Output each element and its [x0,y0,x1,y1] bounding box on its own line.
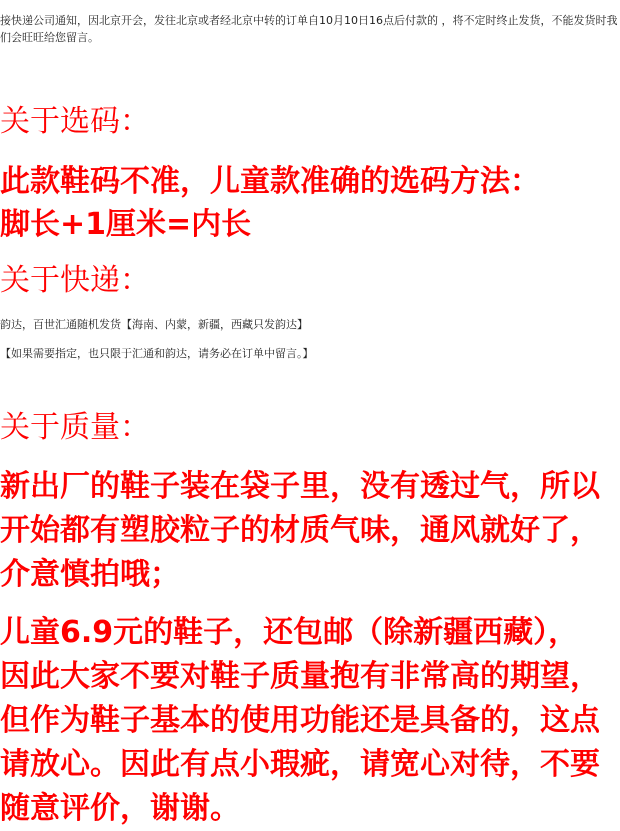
formula-plus-one: +1 [60,207,107,242]
formula-equals: = [166,207,192,242]
quality-paragraph-2-rest: 元的鞋子，还包邮（除新疆西藏），因此大家不要对鞋子质量抱有非常高的期望，但作为鞋子基本的使用功能还是具备的，这点请放心。因此有点小瑕疵，请宽心对待，不要随意评价，谢谢。 [0,615,600,826]
formula-inner-length: 内长 [191,207,252,242]
formula-cm: 厘米 [106,207,167,242]
shipping-note-1: 韵达，百世汇通随机发货【海南、内蒙，新疆，西藏只发韵达】 [0,318,308,331]
formula-foot-length: 脚长 [0,207,60,242]
size-formula [0,205,251,245]
size-instruction: 此款鞋码不准，儿童款准确的选码方法： [0,164,540,199]
quality-paragraph-1: 新出厂的鞋子装在袋子里，没有透过气，所以开始都有塑胶粒子的材质气味，通风就好了，介意慎拍哦； [0,469,600,592]
quality-paragraph-2 [0,611,600,831]
size-heading: 关于选码： [0,104,150,139]
shipping-heading: 关于快递： [0,263,150,298]
quality-heading: 关于质量： [0,410,150,445]
shipping-note-2: 【如果需要指定，也只限于汇通和韵达，请务必在订单中留言。】 [0,347,314,360]
quality-price: 6.9 [60,615,114,650]
shipping-notice: 接快递公司通知，因北京开会，发往北京或者经北京中转的订单自10月10日16点后付款的 ，将不定时终止发货，不能发货时我们会旺旺给您留言。 [0,14,618,44]
quality-children: 儿童 [0,615,60,650]
